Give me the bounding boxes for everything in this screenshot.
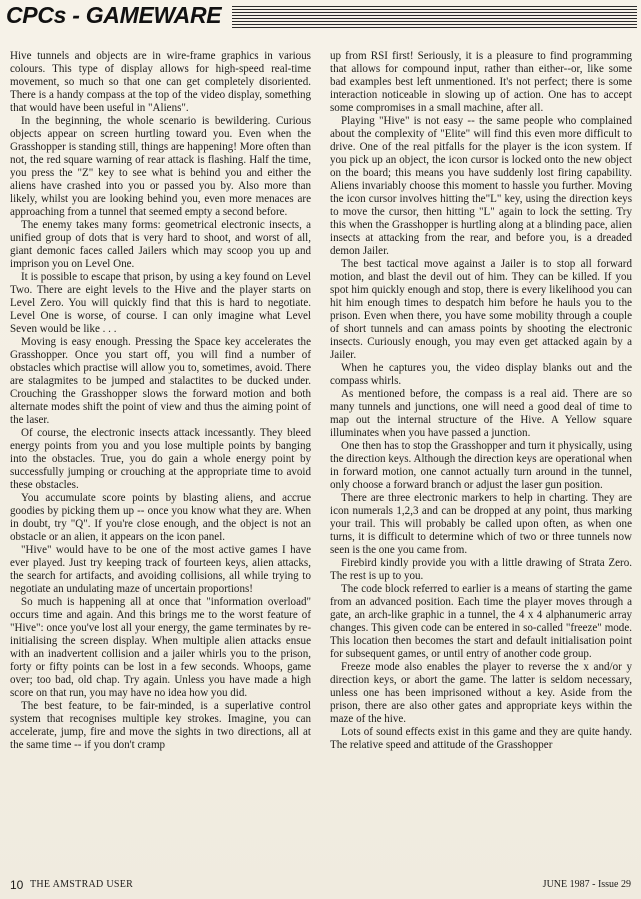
paragraph: You accumulate score points by blasting aliens, and accrue goodies by picking them up -- once you know what they are. When in doubt, try "Q". If you're close enough, and the object is not an obstacle or an alien, it appears on the icon panel.	[10, 492, 311, 543]
paragraph: Of course, the electronic insects attack incessantly. They bleed energy points from you and you lose multiple points by banging into the obstacles. True, you do gain a whole energy point by successfully jumping or crouching at the appropriate time to avoid these obstacles.	[10, 427, 311, 491]
paragraph: Lots of sound effects exist in this game and they are quite handy. The relative speed and attitude of the Grasshopper	[330, 726, 632, 751]
paragraph: It is possible to escape that prison, by using a key found on Level Two. There are eight levels to the Hive and the player starts on Level Zero. You will quickly find that this is hard to negotiate. Level One is worse, of course. I can only imagine what Level Seven would be like . . .	[10, 271, 311, 335]
paragraph: The code block referred to earlier is a means of starting the game from an advanced position. Each time the player moves through a gate, an arch-like graphic in a tunnel, the 4 x 4 alphanumeric array changes. This given code can be entered in so-called "freeze" mode. This location then becomes the start and default initialisation point for subsequent games, or until entry of another code group.	[330, 583, 632, 660]
paragraph: "Hive" would have to be one of the most active games I have ever played. Just try keeping track of fourteen keys, alien attacks, the search for artifacts, and avoiding collisions, all while trying to negotiate an undulating maze of uncertain proportions!	[10, 544, 311, 595]
magazine-name: THE AMSTRAD USER	[30, 879, 134, 890]
paragraph: Firebird kindly provide you with a little drawing of Strata Zero. The rest is up to you.	[330, 557, 632, 582]
paragraph: The best tactical move against a Jailer is to stop all forward motion, and blast the devil out of him. They can be killed. If you spot him quickly enough and stop, there is every likelihood you can hit him enough times to despatch him before he hauls you to the prison. Even when there, you have some mobility through a couple of short tunnels and can amass points by shooting the electronic insects. Curiously enough, you may even get attacked again by a Jailer.	[330, 258, 632, 361]
paragraph: So much is happening all at once that "information overload" occurs time and again. And this brings me to the worst feature of "Hive": once you've lost all your energy, the game terminates by re-initialising the screen display. When multiple alien attacks ensue with an inadvertent collision and a jailer whirls you to the prison, forty or fifty points can be lost in a few seconds. Whoops, game over; too bad, old chap. Try again. Unless you have made a high score on that run, you may have no idea how you did.	[10, 596, 311, 699]
article-column-left	[10, 50, 311, 752]
issue-info: JUNE 1987 - Issue 29	[542, 879, 631, 890]
paragraph: As mentioned before, the compass is a real aid. There are so many tunnels and junctions, one will need a good deal of time to map out the internal structure of the Hive. A Yellow square illuminates when you have passed a junction.	[330, 388, 632, 439]
page-footer	[0, 874, 641, 894]
header-decorative-rules	[232, 6, 637, 28]
paragraph: The enemy takes many forms: geometrical electronic insects, a unified group of dots that is very hard to shoot, and worst of all, giant demonic faces called Jailers which may scoop you up and imprison you on Level One.	[10, 219, 311, 270]
paragraph: Moving is easy enough. Pressing the Space key accelerates the Grasshopper. Once you start off, you will find a number of obstacles which practise will allow you to, sometimes, avoid. There are stalagmites to be jumped and stalactites to be ducked under. Crouching the Grasshopper slows the forward motion and both alternate modes shift the point of view and thus the aiming point of the laser.	[10, 336, 311, 426]
paragraph: Hive tunnels and objects are in wire-frame graphics in various colours. This type of display allows for high-speed real-time movement, so much so that one can get completely disoriented. There is a handy compass at the top of the video display, something that would have been useful in "Aliens".	[10, 50, 311, 114]
paragraph: One then has to stop the Grasshopper and turn it physically, using the direction keys. Although the direction keys are operational when in forward motion, one cannot actually turn around in the tunnel, only choose a forward branch or adjust the laser gun position.	[330, 440, 632, 491]
page-number: 10	[10, 878, 24, 892]
article-column-right	[330, 50, 632, 752]
paragraph: The best feature, to be fair-minded, is a superlative control system that recognises multiple key strokes. Imagine, you can accelerate, jump, fire and move the sights in two directions, all at the same time -- if you don't cramp	[10, 700, 311, 751]
paragraph: up from RSI first! Seriously, it is a pleasure to find programming that allows for compound input, rather than either--or, like some bad examples best left unmentioned. It's not perfect; there is some interaction noticeable in slowing up of action. One has to accept some compromises in a small machine, after all.	[330, 50, 632, 114]
paragraph: Freeze mode also enables the player to reverse the x and/or y direction keys, or abort the game. The latter is seldom necessary, unless one has been imprisoned without a key. Aside from the prison, there are also other gates and appropriate keys within the maze of the hive.	[330, 661, 632, 725]
paragraph: Playing "Hive" is not easy -- the same people who complained about the complexity of "Elite" will find this even more difficult to drive. One of the real pitfalls for the player is the icon system. If you pick up an object, the icon cursor is locked onto the new object on the board; this means you have suddenly lost firing capability. Aliens invariably choose this moment to hassle you further. Moving the icon cursor involves hitting the"L" key, using the direction keys to move the cursor, then hitting "L" again to lock the setting. Try this when the Grasshopper is hurtling along at a blinding pace, alien insects at attacking from the rear, and before you, is a dreaded demon Jailer.	[330, 115, 632, 257]
paragraph: When he captures you, the video display blanks out and the compass whirls.	[330, 362, 632, 387]
paragraph: In the beginning, the whole scenario is bewildering. Curious objects appear on screen hurtling toward you. Even when the Grasshopper is standing still, things are happening! More often than not, the red square warning of rear attack is flashing. Half the time, you press the "Z" key to see what is behind you and either the aliens have crashed into you or passed you by. Also more than likely, whilst you are looking behind you, even more menaces are approaching from a tunnel that seemed empty a second before.	[10, 115, 311, 218]
paragraph: There are three electronic markers to help in charting. They are icon numerals 1,2,3 and can be dropped at any point, thus marking your trail. This will probably be called upon often, as when one turns, it is difficult to determine which of two or three tunnels now seen is the one you came from.	[330, 492, 632, 556]
page-header	[0, 0, 641, 34]
section-title: CPCs - GAMEWARE	[6, 2, 222, 28]
